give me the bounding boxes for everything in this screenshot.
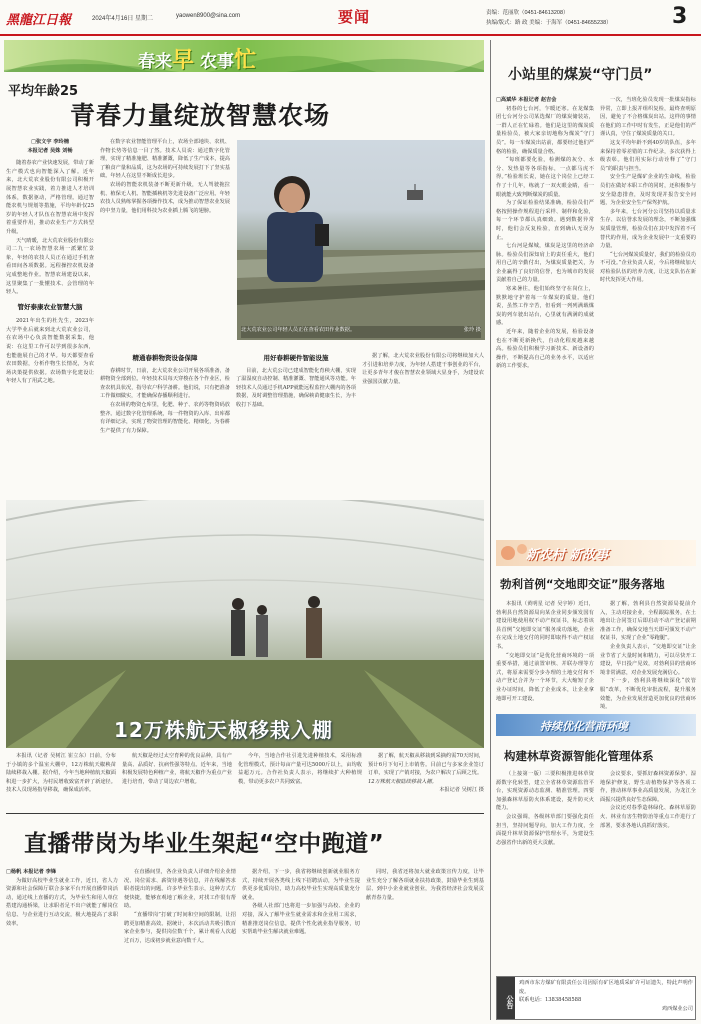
bottom-headline: 直播带岗为毕业生架起“空中跑道” xyxy=(24,831,385,857)
sustain-banner-text: 持续优化营商环境 xyxy=(540,720,628,733)
right-article1-paragraph-4: 七台河是煤城，煤炭是这里的经济命脉。检验员们深知肩上的责任重大，他们用自己的辛勤付出，为煤炭质量把关，为企业赢得了良好的信誉，也为城市的发展贡献着自己的力量。 xyxy=(496,243,594,284)
bottom-article-rule xyxy=(6,813,484,814)
greenhouse-paragraph-1: 本报讯（记者 吴树江 崔立东）日前，分布于小镇的多个温室大棚中，12万株航天椒秧苗陆续移栽入棚。据介绍，今年当地种植航天椒面积进一步扩大，为村民增收致富开辟了新途径。技术人员现场指导移栽，确保成活率。 xyxy=(6,753,116,794)
right-article1-paragraph-5: 寒来暑往，他们始终坚守在岗位上，默默地守护着每一车煤炭的质量。他们说，虽然工作辛苦，但看到一列列满载煤炭的列车驶出站台，心里就有满满的成就感。 xyxy=(496,286,594,327)
footer-notice-text-2: 联系电话：13838458588 xyxy=(519,997,582,1004)
page-number: 3 xyxy=(672,4,688,29)
article1-paragraph-8: 目前，北大荒公司已建成智能化育秧大棚，实现了温湿度自动控制、精准灌溉、智能通风等功能。年轻技术人员通过手机APP就能远程监控大棚内的各项数据，及时调整管理措施，确保秧苗健康生长，为丰收打下基础。 xyxy=(236,367,356,408)
right-article2-paragraph-3: 据了解，勃利县自然资源局提前介入，主动对接企业，全程跟踪服务，在土地出让合同签订后即启动不动产登记前期准备工作，确保交地当天即可颁发不动产权证书，实现了企业“零跑腿”。 xyxy=(600,601,696,642)
article1-paragraph-9: 据了解，北大荒农业股份有限公司将继续加大人才引进和培养力度，为年轻人搭建干事创业的平台，让更多青年才俊在智慧农业领域大显身手，为建设农业强国贡献力量。 xyxy=(362,353,484,385)
greenhouse-caption-title: 12万株航天椒移栽入棚 xyxy=(114,718,333,742)
spring-banner-text xyxy=(138,43,256,72)
article1-paragraph-5: 农场的智能农机装备不断更新升级，无人驾驶拖拉机、植保无人机、智能插秧机等先进设备广泛应用。年轻农技人员熟练掌握各项操作技术，成为推动智慧农业发展的中坚力量，他们用科技为农业插上腾飞的翅膀。 xyxy=(100,181,230,214)
bottom-column-4 xyxy=(366,868,484,1018)
article1-byline-2: 本报记者 吴姝 刘畅 xyxy=(27,147,73,154)
article1-headline: 青春力量绽放智慧农场 xyxy=(70,101,331,130)
masthead-email: yaowen8900@sina.com xyxy=(176,13,241,19)
paper-name: 黑龍江日報 xyxy=(6,13,72,28)
article1-paragraph-7: 在农场的物资仓库里，化肥、种子、农药等物资码放整齐。通过数字化管理系统，每一件物资的入库、出库都有详细记录，实现了物资管理的智能化、精细化，为春耕生产提供了有力保障。 xyxy=(100,401,230,434)
bottom-byline: □杨帆 本报记者 李锋 xyxy=(6,869,57,875)
spring-banner xyxy=(4,40,484,72)
article1-paragraph-6: 春耕时节，日前，北大荒农业公司开展各项准备，备耕物资全部到位。年轻技术员每天穿梭在各个作业区，检查农机具状况，指导农户科学备耕。他们说，只有把准备工作做细做实，才能确保春播顺利进行。 xyxy=(100,367,230,400)
editor-line-2: 执编/版式：路 政 美编：于海军（0451-84655238） xyxy=(486,20,612,26)
article1-paragraph-4: 在数字农业智能管理平台上，农场全部地块、农机、作物长势等信息一目了然。技术人员说：通过数字化管理，实现了精准施肥、精准灌溉，降低了生产成本，提高了粮食产量和品质，这为农场的可持续发展打下了坚实基础。年轻人在这里不断成长进步。 xyxy=(100,139,230,180)
column-divider xyxy=(490,40,491,1020)
masthead-date: 2024年4月16日 星期二 xyxy=(92,16,154,22)
right-article1-paragraph-10: 多年来，七台河分公司坚持以质量求生存、以信誉求发展的理念，不断加强煤炭质量管理，检验员们在其中发挥着不可替代的作用，成为企业发展中一支重要的力量。 xyxy=(600,208,696,250)
right-article1-paragraph-2: “每班都要化验，检测煤的灰分、水分、发热量等各项指标，一点都马虎不得。”检验班长说，她在这个岗位上已经工作了十几年，练就了一双火眼金睛，看一眼就能大致判断煤炭的质量。 xyxy=(496,157,594,198)
right-article3-column-2 xyxy=(600,770,696,970)
greenhouse-photo xyxy=(6,500,484,748)
right-article1-column-2 xyxy=(600,96,696,534)
right-article1-paragraph-7: 一次，当班化验员发现一批煤炭指标异常，立即上报并组织复检，最终查明原因，避免了不合格煤炭出站。这样的事情在他们的工作中时有发生，正是他们的严谨认真，守住了煤炭质量的关口。 xyxy=(600,97,696,138)
right-article1-paragraph-1: 初春的七台河，乍暖还寒。在龙煤集团七台河分公司某选煤厂的煤炭储装站，一群人正在忙碌着。他们是这里的煤炭质量检验员，被大家亲切地称为煤炭“守门员”。每一车煤炭出站前，都要经过他们严格的检验，确保质量合格。 xyxy=(496,105,594,155)
greenhouse-column-3 xyxy=(238,752,362,810)
article1-subhead-1: 管好泰康农业智慧大脑 xyxy=(17,302,83,311)
right-article3-paragraph-4: 会议还对春季造林绿化、森林草原防火、林业有害生物防治等重点工作进行了部署，要求各地认真抓好落实。 xyxy=(600,805,696,829)
footer-notice-label: 公告 xyxy=(497,977,515,1019)
section-title: 要闻 xyxy=(338,8,371,26)
bottom-paragraph-1: 为做好高校毕业生就业工作，近日，省人力资源和社会保障厅联合多家平台开展直播带岗活动，通过线上直播的方式，为毕业生和用人单位搭建沟通桥梁，让求职者足不出户就能了解岗位信息、与企业进行互动交流，极大地提高了求职效率。 xyxy=(6,877,118,927)
masthead-rule-red xyxy=(0,34,701,36)
bottom-paragraph-4: 据介绍，下一步，我省将继续创新就业服务方式，持续开展各类线上线下招聘活动，为毕业生提供更多优质岗位，助力高校毕业生实现高质量充分就业。 xyxy=(242,869,360,901)
field-worker-photo xyxy=(237,140,485,340)
new-era-banner-text: 新农村 新故事 xyxy=(526,548,609,563)
greenhouse-photo-credit: 本报记者 吴树江 摄 xyxy=(439,787,484,794)
right-article3-headline: 构建林草资源智能化管理体系 xyxy=(504,749,654,763)
right-article1-byline: □高斌华 本报记者 赵吉会 xyxy=(496,97,557,103)
bottom-column-3 xyxy=(242,868,360,1018)
greenhouse-column-1 xyxy=(6,752,116,810)
article1-byline-1: □张文宇 李玲楠 xyxy=(31,139,69,145)
masthead xyxy=(0,0,701,36)
greenhouse-paragraph-3: 今年，当地合作社引进先进种植技术，采用标准化管理模式，预计每亩产量可达5000斤以上，亩均收益超万元。合作社负责人表示，将继续扩大种植规模，带动更多农户共同致富。 xyxy=(238,753,362,785)
article1-kicker: 平均年龄25 xyxy=(8,84,79,99)
greenhouse-photo-caption: 12万株航天椒陆续移栽入棚。 xyxy=(368,778,437,785)
article1-paragraph-2: 天气晴暖，北大荒农业股份有限公司二九一农场智慧农场一派繁忙景象，年轻的农技人员正在通过手机查看田间各项数据。远程操控农机设备完成整地作业。智慧农场建设以来，这里聚集了一批懂技术、会管理的年轻人。 xyxy=(6,237,94,296)
greenhouse-scene xyxy=(6,500,484,748)
bottom-paragraph-2: 在直播间里，各企业负责人详细介绍企业情况、岗位需求、薪资待遇等信息，并在线解答求职者提出的问题。许多毕业生表示，这种方式方便快捷，能够直观地了解企业，对找工作很有帮助。 xyxy=(124,869,236,910)
greenhouse-paragraph-4: 据了解，航天椒从移栽到采摘约需70天时间，预计6月下旬可上市销售。目前已与多家企业签订订单，实现了产销对接，为农户解决了后顾之忧。 xyxy=(368,753,484,777)
banner-word-2: 早 xyxy=(172,48,195,72)
right-article2-paragraph-2: “交地即交证”是优化营商环境的一项重要举措，通过前置审核、并联办理等方式，将原来需要分步办理的土地交付和不动产登记合并为一个环节，大大缩短了企业办证时间，降低了企业成本，让企业拿地即可开工建设。 xyxy=(496,652,594,702)
right-article1-paragraph-8: 这支平均年龄不到40岁的队伍，多年来保持着零差错的工作纪录，多次获得上级表彰。他们用实际行动诠释了“守门员”的职责与担当。 xyxy=(600,139,696,172)
bottom-column-1 xyxy=(6,868,118,1018)
right-article3-paragraph-1: （上接第一版）三要积极推进林草资源数字化转型，建立全省林草资源监管平台，实现资源动态监测、精准管理。四要加强森林草原防火体系建设，提升防灭火能力。 xyxy=(496,771,594,812)
greenhouse-paragraph-2: 航天椒是经过太空育种的优良品种，具有产量高、品质好、抗病性强等特点。近年来，当地积极发展特色种植产业，将航天椒作为重点产业进行培育，带动了周边农户增收。 xyxy=(122,753,232,785)
right-article1-paragraph-9: 安全生产是煤矿企业的生命线，检验员们在做好本职工作的同时，还积极参与安全隐患排查，及时发现并报告安全问题，为企业安全生产保驾护航。 xyxy=(600,174,696,207)
right-article1-column-1 xyxy=(496,96,594,534)
right-article1-paragraph-6: 近年来，随着企业的发展，检验设备也在不断更新换代，自动化程度越来越高。检验员们积极学习新技术、新设备的操作，不断提高自己的业务水平，以适应新的工作要求。 xyxy=(496,329,594,370)
editor-line-1: 责编：范丽欣（0451-84613208） xyxy=(486,10,569,16)
banner-word-4: 忙 xyxy=(234,48,257,72)
new-era-banner xyxy=(496,540,696,566)
greenhouse-column-2 xyxy=(122,752,232,810)
banner-word-1: 春来 xyxy=(138,52,172,72)
article1-paragraph-3: 2021年出生的杜先生，2023年大学毕业后就来到北大荒农业公司，在农场中心负责智能数据采集，他说：在这里工作可以学到很多东西，也能施展自己的才华。每天都要查看农田数据，分析作物生长情况，为农场决策提供依据。农场数字化建设让年轻人有了用武之地。 xyxy=(6,318,94,385)
right-article2-paragraph-5: 下一步，勃利县将继续深化“放管服”改革，不断优化审批流程，提升服务效能，为企业发展营造更加优良的营商环境。 xyxy=(600,678,696,710)
footer-notice xyxy=(496,976,696,1020)
bottom-paragraph-6: 同时，我省还将加大就业政策宣传力度，让毕业生充分了解各项就业扶持政策，鼓励毕业生到基层、到中小企业就业创业，为我省经济社会发展贡献青春力量。 xyxy=(366,869,484,901)
article1-paragraph-1: 随着春农产业快速发展，带动了新生产模式也向智能深入了解。近年来，北大荒农业股份有限公司积极开展智慧农业实践，着力推进人才培训体系，数据驱动，严格管理。通过智能农机与规划等措施，平均年龄仅25岁的年轻人才队伍在智慧农场中发挥着重要作用，推动农业生产方式转型升级。 xyxy=(6,160,94,235)
article1-photo-caption xyxy=(241,326,481,338)
article1-subhead-3: 用好春耕硬件智能设施 xyxy=(263,354,329,362)
article1-subhead-2: 精通春耕物资设备保障 xyxy=(132,354,198,362)
right-article3-column-1 xyxy=(496,770,594,970)
footer-notice-body xyxy=(519,979,693,1019)
right-article2-headline: 勃利首例“交地即交证”服务落地 xyxy=(500,577,665,591)
footer-notice-text-1: 鸡西市东方煤矿有限责任公司因原有矿区地质采矿许可证遗失，特此声明作废。 xyxy=(519,980,693,995)
right-article1-headline: 小站里的煤炭“守门员” xyxy=(508,67,653,83)
banner-word-3: 农事 xyxy=(200,52,235,72)
bottom-paragraph-3: “直播带岗”打破了时间和空间的限制，让招聘更加精准高效。据统计，本次活动共吸引数百家企业参与，提供岗位数千个，累计观看人次超过百万，达成初步就业意向数千人。 xyxy=(124,911,236,944)
sustain-banner xyxy=(496,714,696,736)
greenhouse-column-4 xyxy=(368,752,484,810)
article1-column-2 xyxy=(100,138,230,348)
article1-photo xyxy=(237,140,485,340)
right-article2-paragraph-4: 企业负责人表示，“交地即交证”让企业节省了大量时间和精力，可以尽快开工建设，早日投产见效，对勃利县的营商环境非常满意，对企业发展充满信心。 xyxy=(600,643,696,676)
article1-photo-caption-text: 北大荒农业公司年轻人员正在查看农田作业数据。 xyxy=(241,327,356,333)
right-article2-column-1 xyxy=(496,600,594,710)
right-article2-column-2 xyxy=(600,600,696,710)
footer-notice-company: 鸡西煤业公司 xyxy=(661,1005,693,1012)
bottom-column-2 xyxy=(124,868,236,1018)
right-article1-paragraph-11: “七台河煤炭质量好，我们的检验员功不可没。”企业负责人说，今后将继续加大对检验队伍的培养力度，让这支队伍在新时代发挥更大作用。 xyxy=(600,251,696,284)
article1-photo-credit: 张玲 摄 xyxy=(463,327,481,333)
right-article3-paragraph-2: 会议强调，各级林草部门要强化责任担当，坚持问题导向，加大工作力度，全面提升林草资源保护管理水平，为建设生态强省作出新的更大贡献。 xyxy=(496,813,594,846)
bottom-paragraph-5: 各级人社部门也将进一步加强与高校、企业的对接，深入了解毕业生就业需求和企业用工需求，精准推送岗位信息，提供个性化就业指导服务，切实帮助毕业生解决就业难题。 xyxy=(242,903,360,936)
right-article3-paragraph-3: 会议要求，要抓好森林资源保护、湿地保护修复、野生动植物保护等各项工作，推动林草事业高质量发展，为龙江全面振兴提供良好生态保障。 xyxy=(600,771,696,803)
right-article2-paragraph-1: 本报讯（黄明星 记者 吴宇婷）近日，勃利县自然资源局向某企业同步颁发国有建设用地使用权不动产权证书，标志着该县首例“交地即交证”服务成功落地，企业在完成土地交付的同时即取得不动产权证书。 xyxy=(496,601,594,650)
right-article1-paragraph-3: 为了保证检验结果准确，检验员们严格按照操作规程进行采样、制样和化验，每一个环节都认真细致。遇到数据异常时，他们会反复检验，直到确认无误为止。 xyxy=(496,200,594,241)
